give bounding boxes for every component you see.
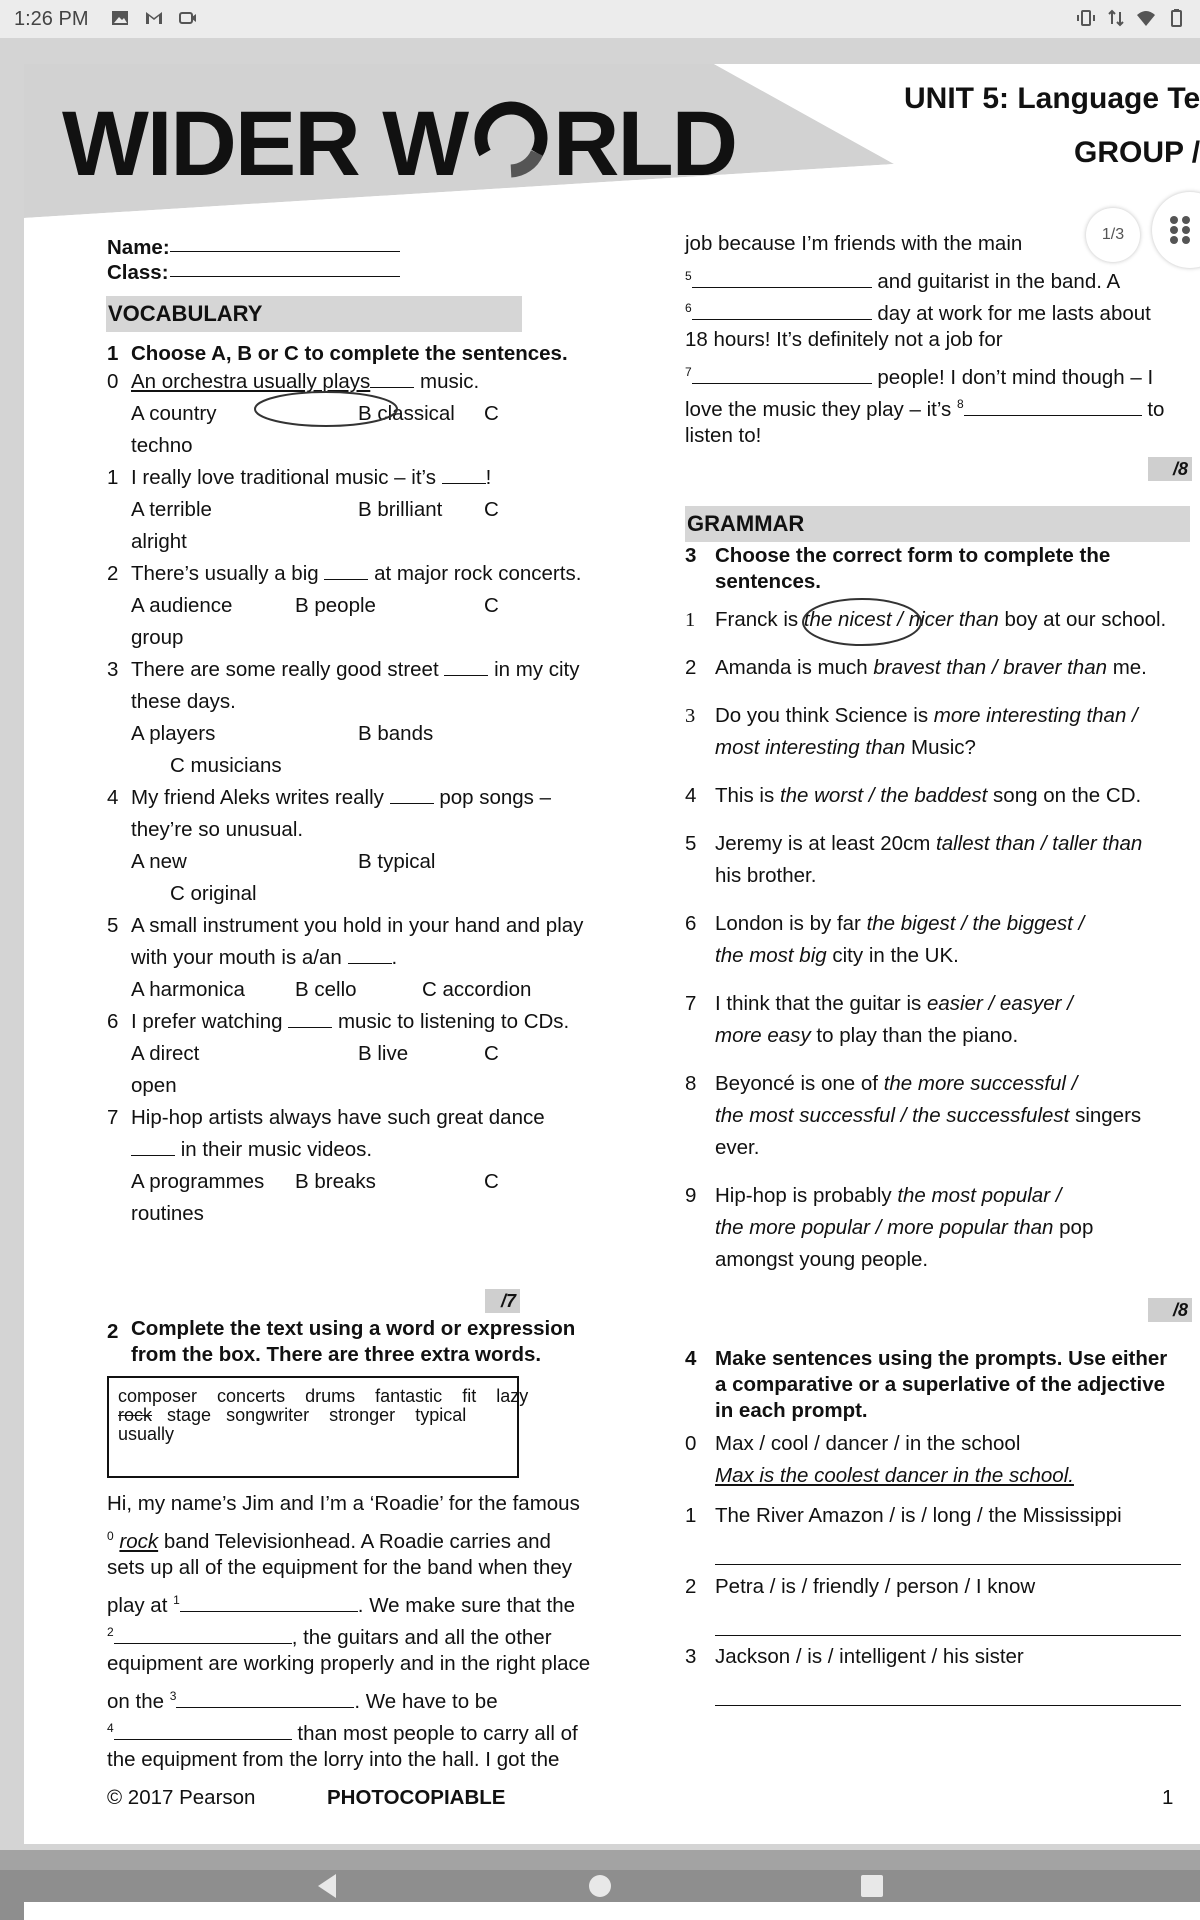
question-5: A small instrument you hold in your hand and play — [131, 914, 584, 937]
box-word: concerts — [217, 1386, 286, 1406]
question-number: 5 — [685, 832, 697, 855]
vocabulary-heading: VOCABULARY — [106, 296, 522, 332]
text-line: Hi, my name’s Jim and I’m a ‘Roadie’ for the famous — [107, 1492, 580, 1515]
question-number: 2 — [685, 656, 697, 679]
option-c: C musicians — [170, 754, 282, 777]
more-options-button[interactable] — [1152, 192, 1200, 268]
status-time: 1:26 PM — [14, 8, 89, 30]
answer-line — [715, 1564, 1181, 1565]
class-line — [170, 276, 400, 277]
option-c: C — [484, 1170, 499, 1193]
grammar-9-line2: the more popular / more popular than pop — [715, 1216, 1094, 1239]
box-word: usually — [118, 1424, 175, 1444]
prompt-0: Max / cool / dancer / in the school — [715, 1432, 1021, 1455]
text-line: $^0$ rock band Televisionhead. A Roadie carries and — [107, 1529, 551, 1553]
question-number: 2 — [685, 1575, 697, 1598]
grammar-3: Do you think Science is more interesting than / — [715, 704, 1138, 727]
box-word: lazy — [496, 1386, 529, 1406]
box-word-used: rock — [118, 1405, 153, 1425]
grammar-1: Franck is the nicest / nicer than boy at our school. — [715, 608, 1167, 631]
option-b: B brilliant — [358, 498, 443, 521]
option-c-text: routines — [131, 1202, 204, 1225]
option-c: C accordion — [422, 978, 532, 1001]
option-b: B people — [295, 594, 376, 617]
home-button[interactable] — [588, 1874, 612, 1898]
answer-circle — [252, 387, 400, 431]
grammar-2: Amanda is much bravest than / braver than me. — [715, 656, 1147, 679]
question-number: 1 — [685, 609, 696, 631]
question-number: 2 — [107, 562, 119, 585]
text-line: love the music they play – it’s $^8$ to — [685, 388, 1164, 426]
exercise-number: 1 — [107, 342, 119, 365]
word-box — [107, 1376, 529, 1478]
question-7-line2: in their music videos. — [131, 1134, 372, 1166]
name-line — [170, 251, 400, 252]
example-answer: Max is the coolest dancer in the school. — [715, 1464, 1074, 1487]
option-c-text: open — [131, 1074, 177, 1097]
option-a: A harmonica — [131, 978, 245, 1001]
grammar-8-line2: the most successful / the successfulest singers — [715, 1104, 1142, 1127]
question-1: I really love traditional music – it’s ! — [131, 462, 491, 494]
wider-world-logo: WIDER W RLD — [62, 93, 737, 195]
question-number: 6 — [685, 912, 697, 935]
question-3-line2: these days. — [131, 690, 236, 713]
option-a: A programmes — [131, 1170, 265, 1193]
question-0: An orchestra usually plays music. — [131, 366, 479, 398]
dots-grid-icon — [1152, 192, 1200, 268]
option-a: A players — [131, 722, 216, 745]
option-c: C — [484, 594, 499, 617]
grammar-3-line2: most interesting than Music? — [715, 736, 976, 759]
option-c: C — [484, 402, 499, 425]
photocopiable-label: PHOTOCOPIABLE — [327, 1786, 506, 1809]
nav-strip — [0, 1850, 1200, 1870]
grammar-heading: GRAMMAR — [685, 506, 1190, 542]
option-b: B bands — [358, 722, 434, 745]
next-page-edge — [24, 1902, 1200, 1920]
status-bar — [0, 0, 1200, 38]
option-a: A country — [131, 402, 217, 425]
option-c: C original — [170, 882, 257, 905]
option-a: A direct — [131, 1042, 200, 1065]
battery-icon — [1166, 8, 1186, 28]
question-number: 7 — [107, 1106, 119, 1129]
question-2: There’s usually a big at major rock concerts. — [131, 558, 581, 590]
question-number: 3 — [107, 658, 119, 681]
question-number: 9 — [685, 1184, 697, 1207]
back-button[interactable] — [314, 1872, 342, 1900]
exercise4-instruction-3: in each prompt. — [715, 1399, 868, 1422]
grammar-8: Beyoncé is one of the more successful / — [715, 1072, 1078, 1095]
option-b: B classical — [358, 402, 455, 425]
vocabulary-score: /7 — [485, 1289, 520, 1313]
box-word: typical — [415, 1405, 467, 1425]
example-answer: rock — [119, 1529, 159, 1553]
text-line: $^4$ than most people to carry all of — [107, 1712, 578, 1750]
prompt-3: Jackson / is / intelligent / his sister — [715, 1645, 1024, 1668]
question-4-line2: they’re so unusual. — [131, 818, 304, 841]
option-c: C — [484, 1042, 499, 1065]
exercise3-instruction-1: Choose the correct form to complete the — [715, 544, 1111, 567]
text-line: $^2$ , the guitars and all the other — [107, 1616, 552, 1654]
class-label: Class: — [107, 261, 169, 284]
exercise-number: 3 — [685, 544, 697, 567]
question-number: 1 — [685, 1504, 697, 1527]
grammar-8-line3: ever. — [715, 1136, 760, 1159]
name-label: Name: — [107, 236, 170, 259]
option-a: A terrible — [131, 498, 212, 521]
text-line: listen to! — [685, 424, 762, 447]
question-number: 4 — [107, 786, 119, 809]
answer-line — [715, 1705, 1181, 1706]
text-line: $^7$ people! I don’t mind though – I — [685, 356, 1153, 394]
question-number: 5 — [107, 914, 119, 937]
answer-circle — [800, 596, 924, 648]
box-word: stronger — [329, 1405, 396, 1425]
grammar-4: This is the worst / the baddest song on the CD. — [715, 784, 1142, 807]
grammar-5: Jeremy is at least 20cm tallest than / taller than — [715, 832, 1143, 855]
box-word: fantastic — [375, 1386, 443, 1406]
text-line: the equipment from the lorry into the hall. I got the — [107, 1748, 560, 1771]
grammar-9-line3: amongst young people. — [715, 1248, 929, 1271]
box-word: drums — [305, 1386, 356, 1406]
page-indicator: 1/3 — [1086, 208, 1140, 262]
question-number: 6 — [107, 1010, 119, 1033]
question-5-line2: with your mouth is a/an . — [131, 942, 397, 974]
vibrate-icon — [1076, 8, 1096, 28]
grammar-5-line2: his brother. — [715, 864, 817, 887]
box-word: stage — [167, 1405, 212, 1425]
option-b: B typical — [358, 850, 436, 873]
grammar-6: London is by far the bigest / the biggest / — [715, 912, 1085, 935]
copyright: © 2017 Pearson — [107, 1786, 256, 1809]
exercise1-instruction: Choose A, B or C to complete the sentences. — [131, 342, 568, 365]
option-c-text: techno — [131, 434, 193, 457]
video-icon — [178, 8, 198, 28]
option-c-text: alright — [131, 530, 187, 553]
exercise4-instruction-2: a comparative or a superlative of the adjective — [715, 1373, 1166, 1396]
question-6: I prefer watching music to listening to CDs. — [131, 1006, 569, 1038]
recents-button[interactable] — [860, 1874, 884, 1898]
exercise4-instruction-1: Make sentences using the prompts. Use either — [715, 1347, 1168, 1370]
question-number: 1 — [107, 466, 119, 489]
exercise-number: 4 — [685, 1347, 697, 1370]
question-number: 0 — [107, 370, 119, 393]
text-line: $^6$ day at work for me lasts about — [685, 292, 1151, 330]
grammar-score: /8 — [1148, 1298, 1192, 1322]
box-word: fit — [462, 1386, 477, 1406]
prompt-1: The River Amazon / is / long / the Mississippi — [715, 1504, 1122, 1527]
data-arrows-icon — [1106, 8, 1126, 28]
unit-title: UNIT 5: Language Te — [904, 82, 1200, 115]
box-word: composer — [118, 1386, 198, 1406]
grammar-7: I think that the guitar is easier / easyer / — [715, 992, 1073, 1015]
option-c: C — [484, 498, 499, 521]
option-a: A audience — [131, 594, 233, 617]
wifi-icon — [1136, 8, 1156, 28]
document-page — [24, 64, 1200, 1844]
option-b: B breaks — [295, 1170, 376, 1193]
question-number: 0 — [685, 1432, 697, 1455]
exercise-number: 2 — [107, 1320, 119, 1343]
box-word: songwriter — [226, 1405, 310, 1425]
text-line: $^5$ and guitarist in the band. A — [685, 260, 1120, 298]
text-line: equipment are working properly and in the right place — [107, 1652, 591, 1675]
text-line: job because I’m friends with the main — [685, 232, 1023, 255]
answer-line — [715, 1635, 1181, 1636]
question-number: 7 — [685, 992, 697, 1015]
grammar-9: Hip-hop is probably the most popular / — [715, 1184, 1062, 1207]
exercise2-instruction-1: Complete the text using a word or expression — [131, 1317, 576, 1340]
exercise2-instruction-2: from the box. There are three extra words. — [131, 1343, 542, 1366]
question-number: 8 — [685, 1072, 697, 1095]
option-c-text: group — [131, 626, 184, 649]
text-line: on the $^3$ . We have to be — [107, 1680, 498, 1718]
exercise2-score: /8 — [1148, 457, 1192, 481]
group-label: GROUP / — [1074, 136, 1200, 169]
gmail-icon — [144, 8, 164, 28]
prompt-2: Petra / is / friendly / person / I know — [715, 1575, 1036, 1598]
text-line: sets up all of the equipment for the band when they — [107, 1556, 572, 1579]
text-line: play at $^1$ . We make sure that the — [107, 1584, 575, 1622]
text-line: 18 hours! It’s definitely not a job for — [685, 328, 1003, 351]
question-number: 3 — [685, 705, 696, 727]
question-3: There are some really good street in my city — [131, 654, 580, 686]
exercise3-instruction-2: sentences. — [715, 570, 821, 593]
question-4: My friend Aleks writes really pop songs – — [131, 782, 551, 814]
logo-o-ring — [471, 103, 549, 175]
grammar-6-line2: the most big city in the UK. — [715, 944, 959, 967]
question-7: Hip-hop artists always have such great dance — [131, 1106, 545, 1129]
option-b: B cello — [295, 978, 357, 1001]
option-a: A new — [131, 850, 187, 873]
grammar-7-line2: more easy to play than the piano. — [715, 1024, 1019, 1047]
page-number: 1 — [1162, 1786, 1174, 1809]
image-icon — [110, 8, 130, 28]
question-number: 3 — [685, 1645, 697, 1668]
option-b: B live — [358, 1042, 409, 1065]
question-number: 4 — [685, 784, 697, 807]
